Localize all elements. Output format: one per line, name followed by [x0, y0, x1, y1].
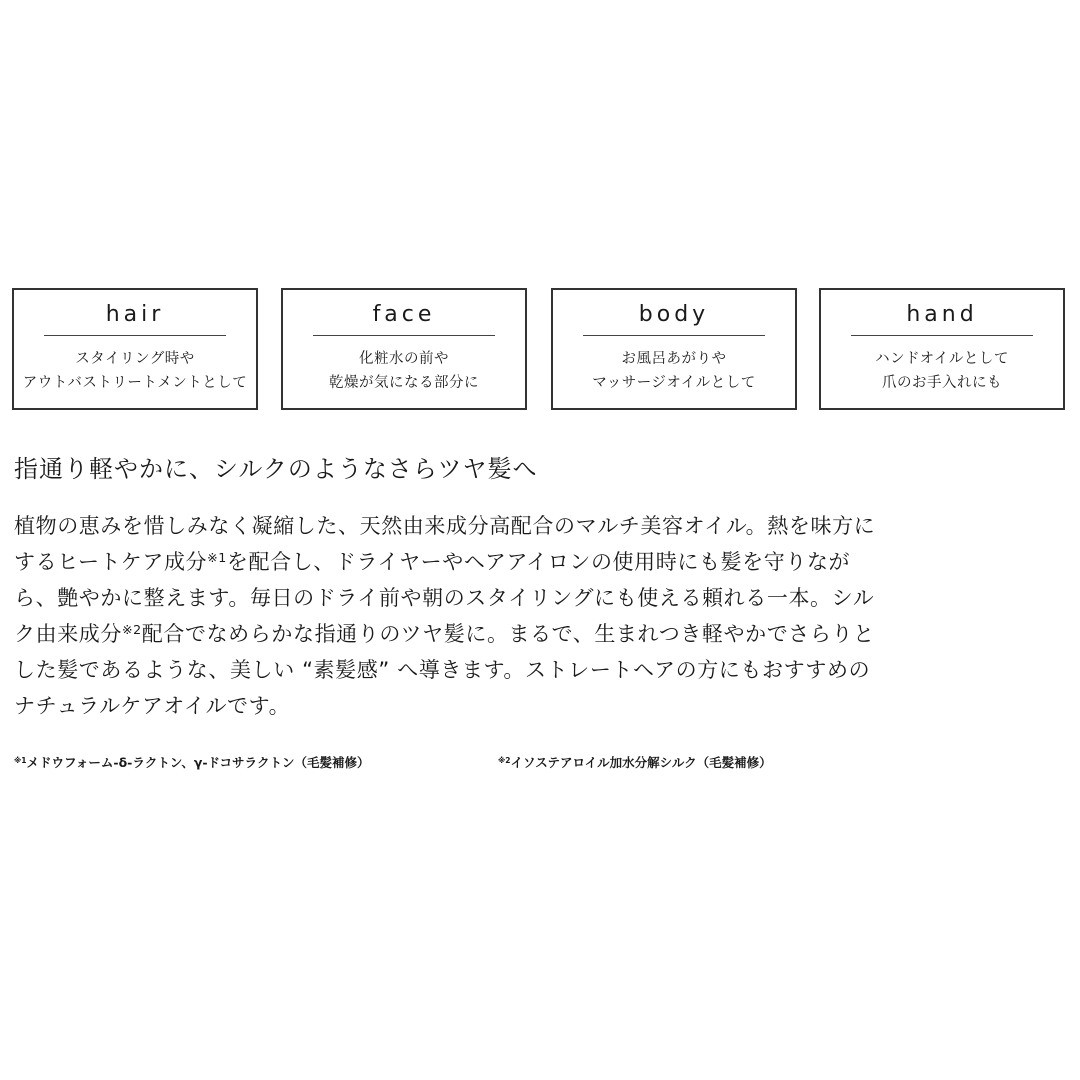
card-divider: [851, 335, 1033, 336]
usage-card-hand: [819, 288, 1065, 410]
headline: 指通り軽やかに、シルクのようなさらツヤ髪へ: [14, 455, 538, 483]
card-description: [283, 347, 525, 395]
description-text: 配合でなめらかな指通りのツヤ髪に。まるで、生まれつき軽やかでさらりと: [141, 622, 875, 646]
card-divider: [44, 335, 226, 336]
card-description: [553, 347, 795, 395]
footnote-ref: ※1: [207, 550, 227, 566]
card-description-line: お風呂あがりや: [621, 351, 727, 367]
card-title: hand: [906, 302, 978, 327]
description-line: [14, 616, 1074, 652]
description-line: ナチュラルケアオイルです。: [14, 694, 291, 718]
card-description: [14, 347, 256, 395]
card-divider: [313, 335, 495, 336]
description-line: [14, 544, 1074, 580]
description-text: ク由来成分: [14, 622, 122, 646]
card-divider: [583, 335, 765, 336]
product-description: [14, 508, 1074, 724]
card-description: [821, 347, 1063, 395]
description-line: 植物の恵みを惜しみなく凝縮した、天然由来成分高配合のマルチ美容オイル。熱を味方に: [14, 514, 876, 538]
footnote-2: [498, 752, 772, 774]
usage-cards: [12, 288, 1069, 414]
card-description-line: 化粧水の前や: [359, 351, 449, 367]
card-description-line: アウトバストリートメントとして: [22, 375, 248, 391]
card-description-line: スタイリング時や: [75, 351, 195, 367]
footnote-mark: ※2: [498, 755, 511, 765]
card-title: body: [638, 302, 710, 327]
card-description-line: マッサージオイルとして: [592, 375, 756, 391]
footnote-mark: ※1: [14, 755, 27, 765]
footnote-ref: ※2: [122, 622, 142, 638]
usage-card-face: [281, 288, 527, 410]
card-description-line: ハンドオイルとして: [875, 351, 1009, 367]
description-line: した髪であるような、美しい “素髪感” へ導きます。ストレートヘアの方にもおすすめの: [14, 658, 871, 682]
card-description-line: 爪のお手入れにも: [882, 375, 1002, 391]
footnote-1: [14, 752, 370, 774]
description-text: するヒートケア成分: [14, 550, 208, 574]
footnote-text: メドウフォーム-δ-ラクトン、γ-ドコサラクトン（毛髪補修）: [26, 755, 370, 770]
description-text: を配合し、ドライヤーやヘアアイロンの使用時にも髪を守りなが: [226, 550, 851, 574]
usage-card-body: [551, 288, 797, 410]
footnote-text: イソステアロイル加水分解シルク（毛髪補修）: [510, 755, 772, 770]
usage-card-hair: [12, 288, 258, 410]
card-description-line: 乾燥が気になる部分に: [329, 375, 479, 391]
card-title: hair: [105, 302, 165, 327]
card-title: face: [372, 302, 436, 327]
description-line: ら、艶やかに整えます。毎日のドライ前や朝のスタイリングにも使える頼れる一本。シル: [14, 586, 875, 610]
